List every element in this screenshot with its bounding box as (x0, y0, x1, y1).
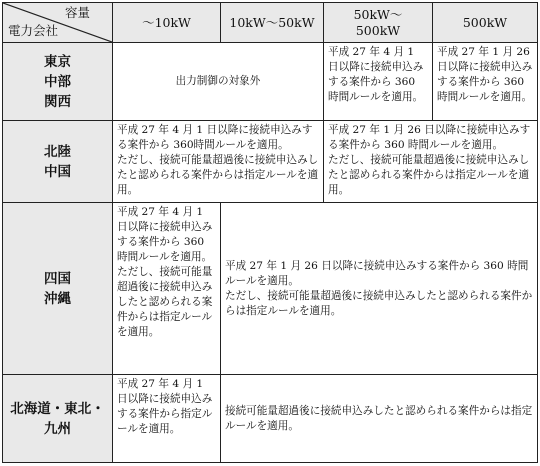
output-control-table (2, 2, 538, 463)
header-corner (3, 3, 113, 43)
company-chugoku: 中国 (44, 163, 71, 180)
col-header-50-500kw-line2: 500kW (355, 22, 401, 38)
cell-row1-500kw: 平成 27 年 1 月 26 日以降に接続申込みする案件から 360 時間ルールを適用。 (433, 43, 538, 121)
company-chubu: 中部 (44, 73, 71, 90)
cell-row2-under-50kw-text-b: ただし、接続可能量超過後に接続申込みしたと認められる案件からは指定ルールを適用。 (117, 154, 319, 196)
row-header-hokkaido-tohoku-kyushu (3, 375, 113, 463)
cell-row3-under-10kw: 平成 27 年 4 月 1 日以降に接続申込みする案件から 360 時間ルールを適用。ただし、接続可能量超過後に接続申込みしたと認められる案件からは指定ルールを適用。 (113, 203, 221, 375)
cell-row2-under-50kw (113, 121, 324, 203)
col-header-under-10kw: ～10kW (113, 3, 221, 43)
company-tokyo: 東京 (44, 53, 71, 70)
cell-row2-over-50kw (324, 121, 538, 203)
corner-capacity-label: 容量 (64, 5, 90, 20)
col-header-500kw: 500kW (433, 3, 538, 43)
company-hokkaido-tohoku: 北海道・東北・ (10, 400, 105, 417)
cell-not-subject: 出力制御の対象外 (113, 43, 324, 121)
col-header-10-50kw: 10kW～50kW (221, 3, 324, 43)
corner-company-label: 電力会社 (8, 23, 59, 38)
cell-row2-over-50kw-text-a: 平成 27 年 1 月 26 日以降に接続申込みする案件から 360 時間ルールを適用。 (328, 124, 531, 151)
row-header-shikoku-okinawa (3, 203, 113, 375)
row-header-tokyo-chubu-kansai (3, 43, 113, 121)
cell-row3-over-10kw-text-b: ただし、接続可能量超過後に接続申込みしたと認められる案件からは指定ルールを適用。 (225, 289, 533, 317)
company-kyushu: 九州 (44, 420, 71, 437)
cell-row2-under-50kw-text-a: 平成 27 年 4 月 1 日以降に接続申込みする案件から 360時間ルールを適用。 (117, 124, 313, 151)
col-header-50-500kw-line1: 50kW～ (353, 6, 403, 22)
table-row (3, 121, 538, 203)
row-header-hokuriku-chugoku (3, 121, 113, 203)
cell-row2-over-50kw-text-b: ただし、接続可能量超過後に接続申込みしたと認められる案件からは指定ルールを適用。 (328, 154, 530, 196)
table-row (3, 43, 538, 121)
company-shikoku: 四国 (44, 270, 71, 287)
cell-row4-under-10kw: 平成 27 年 4 月 1 日以降に接続申込みする案件から指定ルールを適用。 (113, 375, 221, 463)
company-okinawa: 沖縄 (44, 290, 71, 307)
table-row (3, 375, 538, 463)
company-hokuriku: 北陸 (44, 143, 71, 160)
table-row (3, 203, 538, 375)
cell-row4-over-10kw: 接続可能量超過後に接続申込みしたと認められる案件からは指定ルールを適用。 (221, 375, 538, 463)
cell-row1-50-500kw: 平成 27 年 4 月 1 日以降に接続申込みする案件から 360 時間ルールを適用。 (324, 43, 433, 121)
col-header-50-500kw (324, 3, 433, 43)
cell-row3-over-10kw (221, 203, 538, 375)
cell-row3-over-10kw-text-a: 平成 27 年 1 月 26 日以降に接続申込みする案件から 360 時間ルールを適用。 (225, 259, 529, 287)
company-kansai: 関西 (44, 93, 71, 110)
